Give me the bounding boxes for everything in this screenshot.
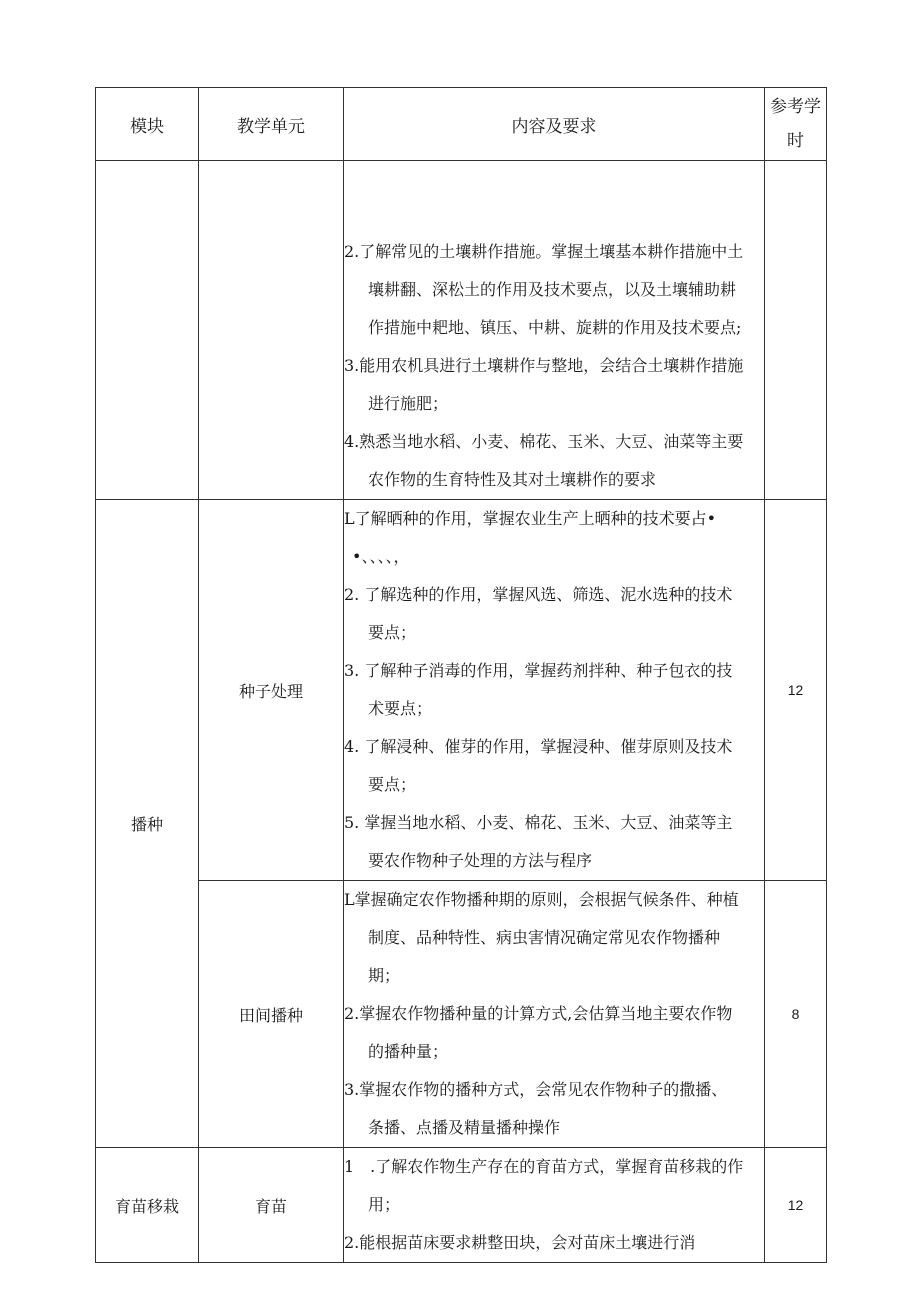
header-unit: 教学单元 [199,88,344,161]
module-cell [96,161,199,500]
table-row [96,161,827,500]
table-row [96,1148,827,1263]
content-line: 要农作物种子处理的方法与程序 [368,851,593,870]
content-line: 3.掌握农作物的播种方式，会常见农作物种子的撒播、 [344,1080,728,1099]
content-line: 4. 了解浸种、催芽的作用，掌握浸种、催芽原则及技术 [344,737,733,756]
header-hours-line1: 参考学 [770,97,821,117]
header-content: 内容及要求 [344,88,765,161]
hours-cell [765,161,827,500]
content-item [344,652,760,728]
content-line: 2.了解常见的土壤耕作措施。掌握土壤基本耕作措施中土 [344,242,744,261]
content-line: 4.熟悉当地水稻、小麦、棉花、玉米、大豆、油菜等主要 [344,432,744,451]
content-line: 1 .了解农作物生产存在的育苗方式，掌握育苗移栽的作 [344,1157,744,1176]
content-line: 5. 掌握当地水稻、小麦、棉花、玉米、大豆、油菜等主 [344,813,733,832]
content-item [344,576,760,652]
header-hours [765,88,827,161]
content-line: 用； [368,1195,401,1214]
curriculum-table [95,87,827,1263]
hours-cell: 12 [765,1148,827,1263]
content-item [344,995,760,1071]
content-item [344,233,760,347]
content-line: 作措施中耙地、镇压、中耕、旋耕的作用及技术要点; [368,318,742,337]
content-line: 3. 了解种子消毒的作用，掌握药剂拌种、种子包衣的技 [344,661,733,680]
content-line: 2.能根据苗床要求耕整田块，会对苗床土壤进行消 [344,1233,696,1252]
content-item [344,1224,760,1262]
content-line: 要点； [368,623,417,642]
content-item [344,347,760,423]
content-line: 条播、点播及精量播种操作 [368,1118,561,1137]
content-item [344,728,760,804]
content-cell [344,500,765,881]
content-item [344,500,760,576]
unit-cell: 育苗 [199,1148,344,1263]
content-line: 制度、品种特性、病虫害情况确定常见农作物播种 [368,928,721,947]
unit-cell: 田间播种 [199,881,344,1148]
module-cell: 育苗移栽 [96,1148,199,1263]
table-row [96,500,827,881]
content-line: 2.掌握农作物播种量的计算方式,会估算当地主要农作物 [344,1004,733,1023]
content-line: 3.能用农机具进行土壤耕作与整地，会结合土壤耕作措施 [344,356,744,375]
content-line: 要点； [368,775,417,794]
content-line: 进行施肥； [368,394,449,413]
hours-cell: 8 [765,881,827,1148]
content-line: 农作物的生育特性及其对土壤耕作的要求 [368,470,657,489]
hours-cell: 12 [765,500,827,881]
content-item [344,881,760,995]
content-line: 术要点； [368,699,433,718]
content-cell [344,881,765,1148]
content-line: 2. 了解选种的作用，掌握风选、筛选、泥水选种的技术 [344,585,733,604]
header-row [96,88,827,161]
content-line: 壤耕翻、深松土的作用及技术要点，以及土壤辅助耕 [368,280,737,299]
content-line: 的播种量； [368,1042,449,1061]
content-item [344,423,760,499]
header-module: 模块 [96,88,199,161]
content-item [344,1148,760,1224]
header-hours-line2: 时 [787,131,804,151]
content-line: •、、、、， [352,547,410,566]
content-cell [344,161,765,500]
content-line: L了解晒种的作用，掌握农业生产上晒种的技术要占• [344,509,717,528]
content-item [344,1071,760,1147]
content-cell [344,1148,765,1263]
content-item [344,804,760,880]
content-line: 期； [368,966,401,985]
content-line: L掌握确定农作物播种期的原则，会根据气候条件、种植 [344,890,739,909]
module-cell: 播种 [96,500,199,1148]
unit-cell: 种子处理 [199,500,344,881]
table-row [96,881,827,1148]
unit-cell [199,161,344,500]
